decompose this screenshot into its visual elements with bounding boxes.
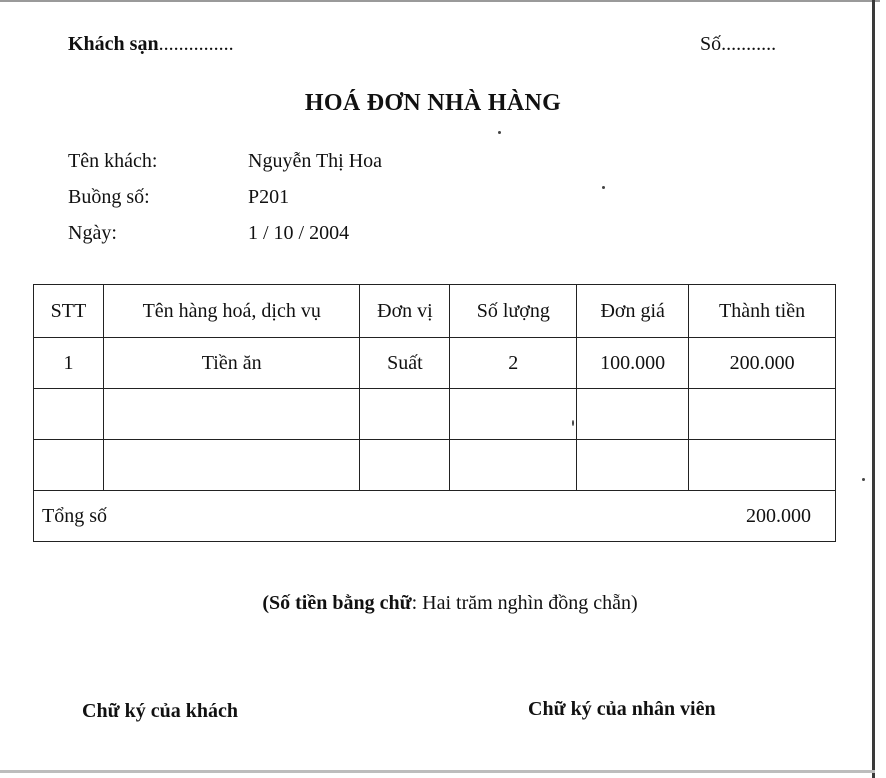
staff-signature-label: Chữ ký của nhân viên — [528, 698, 716, 720]
table-cell — [34, 440, 104, 491]
guest-signature-label: Chữ ký của khách — [82, 700, 238, 722]
table-cell — [103, 389, 360, 440]
table-cell — [577, 440, 689, 491]
page-border-bottom — [0, 770, 875, 773]
column-header: Tên hàng hoá, dịch vụ — [103, 285, 360, 338]
column-header: Đơn giá — [577, 285, 689, 338]
scan-speck — [862, 478, 865, 481]
table-cell — [34, 389, 104, 440]
invoice-number-dots: ........... — [721, 33, 777, 55]
room-number-value: P201 — [248, 186, 290, 208]
amount-in-words — [0, 592, 886, 615]
table-cell — [360, 440, 450, 491]
total-label: Tổng số — [34, 491, 450, 542]
table-row — [34, 389, 836, 440]
column-header: Thành tiền — [689, 285, 836, 338]
table-row — [34, 440, 836, 491]
table-cell: Tiền ăn — [103, 338, 360, 389]
table-cell: 200.000 — [689, 338, 836, 389]
table-cell: Suất — [360, 338, 450, 389]
table-row — [34, 338, 836, 389]
invoice-table — [33, 284, 836, 542]
hotel-field — [68, 33, 234, 56]
table-cell — [577, 389, 689, 440]
table-cell — [689, 389, 836, 440]
document-title: HOÁ ĐƠN NHÀ HÀNG — [304, 90, 562, 116]
page-margin-right — [880, 0, 886, 778]
invoice-number-field — [700, 33, 776, 56]
total-value: 200.000 — [450, 491, 836, 542]
table-cell — [689, 440, 836, 491]
date-value: 1 / 10 / 2004 — [248, 222, 350, 244]
scan-speck — [602, 186, 605, 189]
table-cell: 100.000 — [577, 338, 689, 389]
room-number-label: Buồng số: — [68, 186, 150, 208]
table-cell — [450, 389, 577, 440]
table-header-row — [34, 285, 836, 338]
table-cell — [450, 440, 577, 491]
amount-in-words-text: : Hai trăm nghìn đồng chẵn) — [411, 592, 638, 614]
table-cell — [360, 389, 450, 440]
column-header: Đơn vị — [360, 285, 450, 338]
page-border-right — [872, 0, 875, 778]
table-cell: 2 — [450, 338, 577, 389]
column-header: Số lượng — [450, 285, 577, 338]
date-label: Ngày: — [68, 222, 117, 244]
table-cell: 1 — [34, 338, 104, 389]
table-cell — [103, 440, 360, 491]
scan-speck — [498, 131, 501, 134]
amount-in-words-label: (Số tiền bằng chữ — [262, 592, 412, 614]
guest-name-value: Nguyễn Thị Hoa — [248, 150, 383, 172]
hotel-label: Khách sạn — [68, 33, 159, 55]
total-row — [34, 491, 836, 542]
column-header: STT — [34, 285, 104, 338]
hotel-dots: ............... — [158, 33, 234, 55]
scan-speck — [572, 420, 574, 426]
guest-name-label: Tên khách: — [68, 150, 158, 172]
invoice-number-label: Số — [700, 33, 722, 55]
page-border-top — [0, 0, 886, 2]
